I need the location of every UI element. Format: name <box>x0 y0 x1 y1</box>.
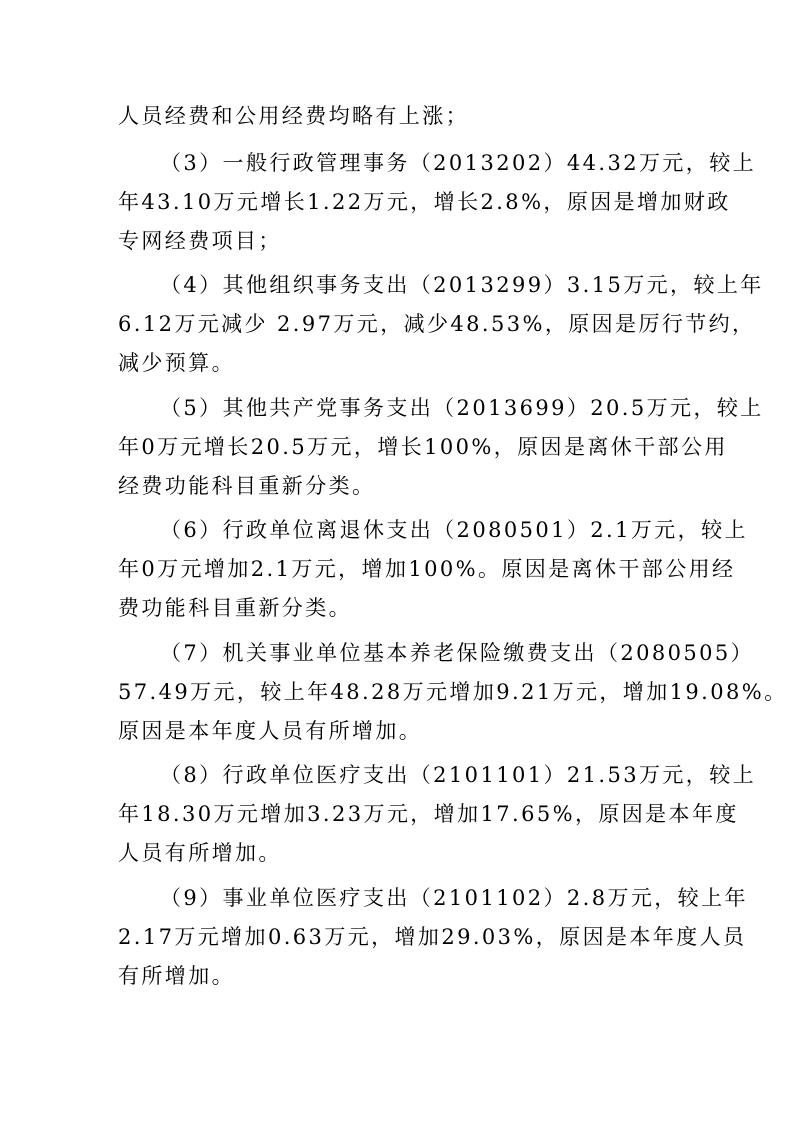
item-3-line-3: 专网经费项目； <box>118 229 282 253</box>
item-7-line-3: 原因是本年度人员有所增加。 <box>118 719 423 743</box>
item-6-line-2: 年0万元增加2.1万元，增加100%。原因是离休干部公用经 <box>118 557 736 581</box>
item-9-line-3: 有所增加。 <box>118 964 235 988</box>
item-8-line-1: （8）行政单位医疗支出（2101101）21.53万元，较上 <box>160 763 757 787</box>
item-4-line-1: （4）其他组织事务支出（2013299）3.15万元，较上年 <box>160 273 764 297</box>
item-4-line-3: 减少预算。 <box>118 351 235 375</box>
item-8-line-3: 人员有所增加。 <box>118 841 282 865</box>
item-9-line-1: （9）事业单位医疗支出（2101102）2.8万元，较上年 <box>160 886 748 910</box>
item-3-line-2: 年43.10万元增长1.22万元，增长2.8%，原因是增加财政 <box>118 190 731 214</box>
item-7-line-1: （7）机关事业单位基本养老保险缴费支出（2080505） <box>160 641 755 665</box>
item-3-line-1: （3）一般行政管理事务（2013202）44.32万元，较上 <box>160 151 757 175</box>
item-5-line-1: （5）其他共产党事务支出（2013699）20.5万元，较上 <box>160 396 764 420</box>
item-8-line-2: 年18.30万元增加3.23万元，增加17.65%，原因是本年度 <box>118 802 739 826</box>
item-5-line-3: 经费功能科目重新分类。 <box>118 474 376 498</box>
item-9-line-2: 2.17万元增加0.63万元，增加29.03%，原因是本年度人员 <box>118 925 747 949</box>
item-7-line-2: 57.49万元，较上年48.28万元增加9.21万元，增加19.08%。 <box>118 680 788 704</box>
item-5-line-2: 年0万元增长20.5万元，增长100%，原因是离休干部公用 <box>118 435 728 459</box>
item-6-line-3: 费功能科目重新分类。 <box>118 596 352 620</box>
item-6-line-1: （6）行政单位离退休支出（2080501）2.1万元，较上 <box>160 518 748 542</box>
text-line-1: 人员经费和公用经费均略有上涨； <box>118 104 469 128</box>
item-4-line-2: 6.12万元减少 2.97万元，减少48.53%，原因是厉行节约， <box>118 312 756 336</box>
